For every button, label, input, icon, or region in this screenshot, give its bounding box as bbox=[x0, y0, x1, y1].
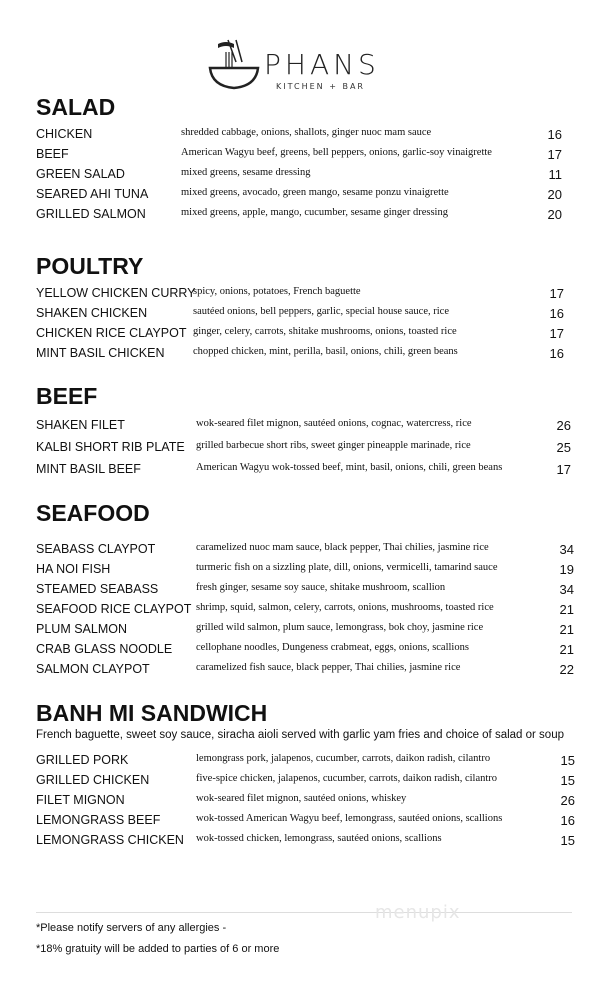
section-banh-mi bbox=[36, 700, 586, 851]
item-name: GRILLED PORK bbox=[36, 753, 129, 767]
item-price: 34 bbox=[559, 582, 574, 597]
item-description: turmeric fish on a sizzling plate, dill, onions, vermicelli, tamarind sauce bbox=[196, 562, 498, 573]
menu-item bbox=[36, 416, 586, 438]
item-price: 17 bbox=[556, 462, 571, 477]
item-description: ginger, celery, carrots, shitake mushrooms, onions, toasted rice bbox=[193, 326, 457, 337]
item-name: KALBI SHORT RIB PLATE bbox=[36, 440, 185, 454]
menu-item bbox=[36, 205, 586, 225]
menu-item bbox=[36, 165, 586, 185]
item-description: wok-seared filet mignon, sautéed onions, whiskey bbox=[196, 793, 407, 804]
section-note: French baguette, sweet soy sauce, siracha aioli served with garlic yam fries and choice of salad or soup bbox=[36, 729, 564, 741]
item-name: GREEN SALAD bbox=[36, 167, 125, 181]
item-description: American Wagyu wok-tossed beef, mint, basil, onions, chili, green beans bbox=[196, 462, 503, 473]
item-name: SHAKEN FILET bbox=[36, 418, 125, 432]
item-name: STEAMED SEABASS bbox=[36, 582, 159, 596]
noodle-bowl-icon bbox=[206, 38, 262, 96]
item-description: wok-tossed chicken, lemongrass, sautéed onions, scallions bbox=[196, 833, 442, 844]
item-price: 20 bbox=[547, 187, 562, 202]
item-description: mixed greens, apple, mango, cucumber, sesame ginger dressing bbox=[181, 207, 448, 218]
item-description: sautéed onions, bell peppers, garlic, special house sauce, rice bbox=[193, 306, 449, 317]
item-description: fresh ginger, sesame soy sauce, shitake mushroom, scallion bbox=[196, 582, 446, 593]
item-description: caramelized nuoc mam sauce, black pepper, Thai chilies, jasmine rice bbox=[196, 542, 489, 553]
footer bbox=[36, 918, 279, 960]
item-price: 17 bbox=[547, 147, 562, 162]
menu-item bbox=[36, 284, 586, 304]
item-description: wok-seared filet mignon, sautéed onions, cognac, watercress, rice bbox=[196, 418, 472, 429]
item-price: 21 bbox=[559, 602, 574, 617]
item-name: MINT BASIL CHICKEN bbox=[36, 346, 165, 360]
item-name: SALMON CLAYPOT bbox=[36, 662, 150, 676]
item-description: grilled wild salmon, plum sauce, lemongrass, bok choy, jasmine rice bbox=[196, 622, 484, 633]
menu-item bbox=[36, 580, 586, 600]
item-description: caramelized fish sauce, black pepper, Thai chilies, jasmine rice bbox=[196, 662, 461, 673]
menu-item bbox=[36, 185, 586, 205]
menu-item bbox=[36, 791, 586, 811]
section-beef bbox=[36, 383, 586, 482]
item-price: 15 bbox=[560, 773, 575, 788]
item-price: 17 bbox=[549, 286, 564, 301]
item-price: 22 bbox=[559, 662, 574, 677]
item-name: LEMONGRASS CHICKEN bbox=[36, 833, 184, 847]
item-name: CHICKEN bbox=[36, 127, 93, 141]
section-title: SEAFOOD bbox=[36, 500, 150, 526]
section-seafood bbox=[36, 500, 586, 680]
menu-item bbox=[36, 831, 586, 851]
item-description: shrimp, squid, salmon, celery, carrots, onions, mushrooms, toasted rice bbox=[196, 602, 494, 613]
menu-item bbox=[36, 540, 586, 560]
menu-item bbox=[36, 324, 586, 344]
item-name: CHICKEN RICE CLAYPOT bbox=[36, 326, 187, 340]
item-description: shredded cabbage, onions, shallots, ginger nuoc mam sauce bbox=[181, 127, 432, 138]
item-price: 16 bbox=[560, 813, 575, 828]
item-name: HA NOI FISH bbox=[36, 562, 111, 576]
menu-item bbox=[36, 771, 586, 791]
item-description: chopped chicken, mint, perilla, basil, onions, chili, green beans bbox=[193, 346, 458, 357]
item-price: 21 bbox=[559, 642, 574, 657]
menu-item bbox=[36, 640, 586, 660]
item-description: grilled barbecue short ribs, sweet ginger pineapple marinade, rice bbox=[196, 440, 471, 451]
item-name: YELLOW CHICKEN CURRY bbox=[36, 286, 196, 300]
footer-divider bbox=[36, 912, 572, 913]
item-price: 20 bbox=[547, 207, 562, 222]
item-name: SEABASS CLAYPOT bbox=[36, 542, 156, 556]
item-name: SHAKEN CHICKEN bbox=[36, 306, 148, 320]
item-name: PLUM SALMON bbox=[36, 622, 127, 636]
menu-item bbox=[36, 751, 586, 771]
menu-item bbox=[36, 344, 586, 364]
menu-item bbox=[36, 460, 586, 482]
item-description: mixed greens, sesame dressing bbox=[181, 167, 311, 178]
brand-name: PHANS bbox=[264, 48, 380, 81]
menu-item bbox=[36, 600, 586, 620]
item-price: 16 bbox=[549, 306, 564, 321]
menu-item bbox=[36, 125, 586, 145]
menu-item bbox=[36, 304, 586, 324]
section-poultry bbox=[36, 253, 586, 364]
item-price: 16 bbox=[549, 346, 564, 361]
menu-item bbox=[36, 145, 586, 165]
item-name: BEEF bbox=[36, 147, 69, 161]
allergy-note: *Please notify servers of any allergies - bbox=[36, 922, 227, 934]
item-name: GRILLED SALMON bbox=[36, 207, 146, 221]
item-description: cellophane noodles, Dungeness crabmeat, eggs, onions, scallions bbox=[196, 642, 469, 653]
item-price: 26 bbox=[560, 793, 575, 808]
section-title: SALAD bbox=[36, 94, 116, 120]
item-price: 21 bbox=[559, 622, 574, 637]
gratuity-note: *18% gratuity will be added to parties of 6 or more bbox=[36, 943, 280, 955]
menu-item bbox=[36, 560, 586, 580]
section-title: POULTRY bbox=[36, 253, 144, 279]
item-price: 11 bbox=[548, 167, 562, 182]
section-salad bbox=[36, 94, 586, 225]
item-price: 15 bbox=[560, 833, 575, 848]
brand-tagline: KITCHEN + BAR bbox=[276, 82, 365, 91]
item-price: 16 bbox=[547, 127, 562, 142]
item-name: FILET MIGNON bbox=[36, 793, 125, 807]
menu-item bbox=[36, 811, 586, 831]
item-description: five-spice chicken, jalapenos, cucumber, carrots, daikon radish, cilantro bbox=[196, 773, 498, 784]
item-name: MINT BASIL BEEF bbox=[36, 462, 141, 476]
menu-item bbox=[36, 660, 586, 680]
item-price: 19 bbox=[559, 562, 574, 577]
item-name: SEARED AHI TUNA bbox=[36, 187, 149, 201]
item-name: CRAB GLASS NOODLE bbox=[36, 642, 173, 656]
menu-item bbox=[36, 620, 586, 640]
item-price: 26 bbox=[556, 418, 571, 433]
watermark: menupix bbox=[375, 902, 461, 923]
menu-item bbox=[36, 438, 586, 460]
item-price: 34 bbox=[559, 542, 574, 557]
item-description: mixed greens, avocado, green mango, sesame ponzu vinaigrette bbox=[181, 187, 449, 198]
section-title: BEEF bbox=[36, 383, 98, 409]
section-title: BANH MI SANDWICH bbox=[36, 700, 268, 726]
restaurant-logo bbox=[206, 38, 386, 98]
item-name: LEMONGRASS BEEF bbox=[36, 813, 161, 827]
item-price: 25 bbox=[556, 440, 571, 455]
item-description: American Wagyu beef, greens, bell peppers, onions, garlic-soy vinaigrette bbox=[181, 147, 492, 158]
item-description: wok-tossed American Wagyu beef, lemongrass, sautéed onions, scallions bbox=[196, 813, 503, 824]
item-price: 17 bbox=[549, 326, 564, 341]
item-name: SEAFOOD RICE CLAYPOT bbox=[36, 602, 192, 616]
item-name: GRILLED CHICKEN bbox=[36, 773, 150, 787]
item-price: 15 bbox=[560, 753, 575, 768]
item-description: spicy, onions, potatoes, French baguette bbox=[193, 286, 361, 297]
item-description: lemongrass pork, jalapenos, cucumber, carrots, daikon radish, cilantro bbox=[196, 753, 491, 764]
